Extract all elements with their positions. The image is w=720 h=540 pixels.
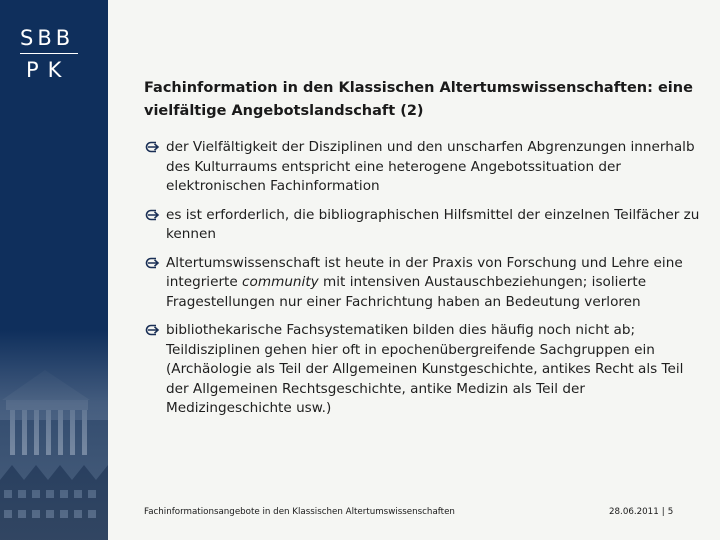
bullet-text: bibliothekarische Fachsystematiken bilden dies häufig noch nicht ab; Teildisziplinen gehen hier oft in epochenübergreifende Sachgruppen ein (Archäologie als Teil der Allgemeinen Kunstgeschichte, antikes Recht als Teil der Allgemeinen Rechtsgeschichte, antike Medizin als Teil der Medizingeschichte usw.) xyxy=(166,322,684,416)
bullet-item xyxy=(144,321,704,419)
bullet-item xyxy=(144,206,704,245)
logo-divider xyxy=(20,53,78,54)
footer-separator: | xyxy=(661,507,665,517)
bullet-list xyxy=(144,138,704,428)
bullet-text: es ist erforderlich, die bibliographischen Hilfsmittel der einzelnen Teilfächer zu kennen xyxy=(166,206,700,242)
right-arrow-icon xyxy=(144,207,160,223)
footer-date: 28.06.2011 xyxy=(609,507,659,517)
footer-title: Fachinformationsangebote in den Klassischen Altertumswissenschaften xyxy=(144,507,455,517)
sbb-pk-logo xyxy=(20,26,80,82)
building-photo xyxy=(0,330,108,540)
footer-date-page xyxy=(609,507,673,517)
logo-line-2: PK xyxy=(26,58,71,82)
bullet-text-before: Altertumswissenschaft ist heute in der Praxis von Forschung und Lehre eine integrierte xyxy=(166,254,683,290)
sidebar xyxy=(0,0,108,540)
page-number: 5 xyxy=(667,507,674,517)
logo-line-1: SBB xyxy=(20,26,75,50)
right-arrow-icon xyxy=(144,139,160,155)
bullet-text: der Vielfältigkeit der Disziplinen und den unscharfen Abgrenzungen innerhalb des Kulturraums entspricht eine heterogene Angebotssituation der elektronischen Fachinformation xyxy=(166,139,695,194)
bullet-item xyxy=(144,254,704,313)
bullet-item xyxy=(144,138,704,197)
slide-title: Fachinformation in den Klassischen Altertumswissenschaften: eine vielfältige Angebotslandschaft (2) xyxy=(144,80,693,119)
bullet-text-italic: community xyxy=(242,274,319,290)
right-arrow-icon xyxy=(144,255,160,271)
right-arrow-icon xyxy=(144,322,160,338)
bullet-text-after: mit intensiven Austauschbeziehungen; isolierte Fragestellungen nur einer Fachrichtung haben an Bedeutung verloren xyxy=(166,274,647,310)
